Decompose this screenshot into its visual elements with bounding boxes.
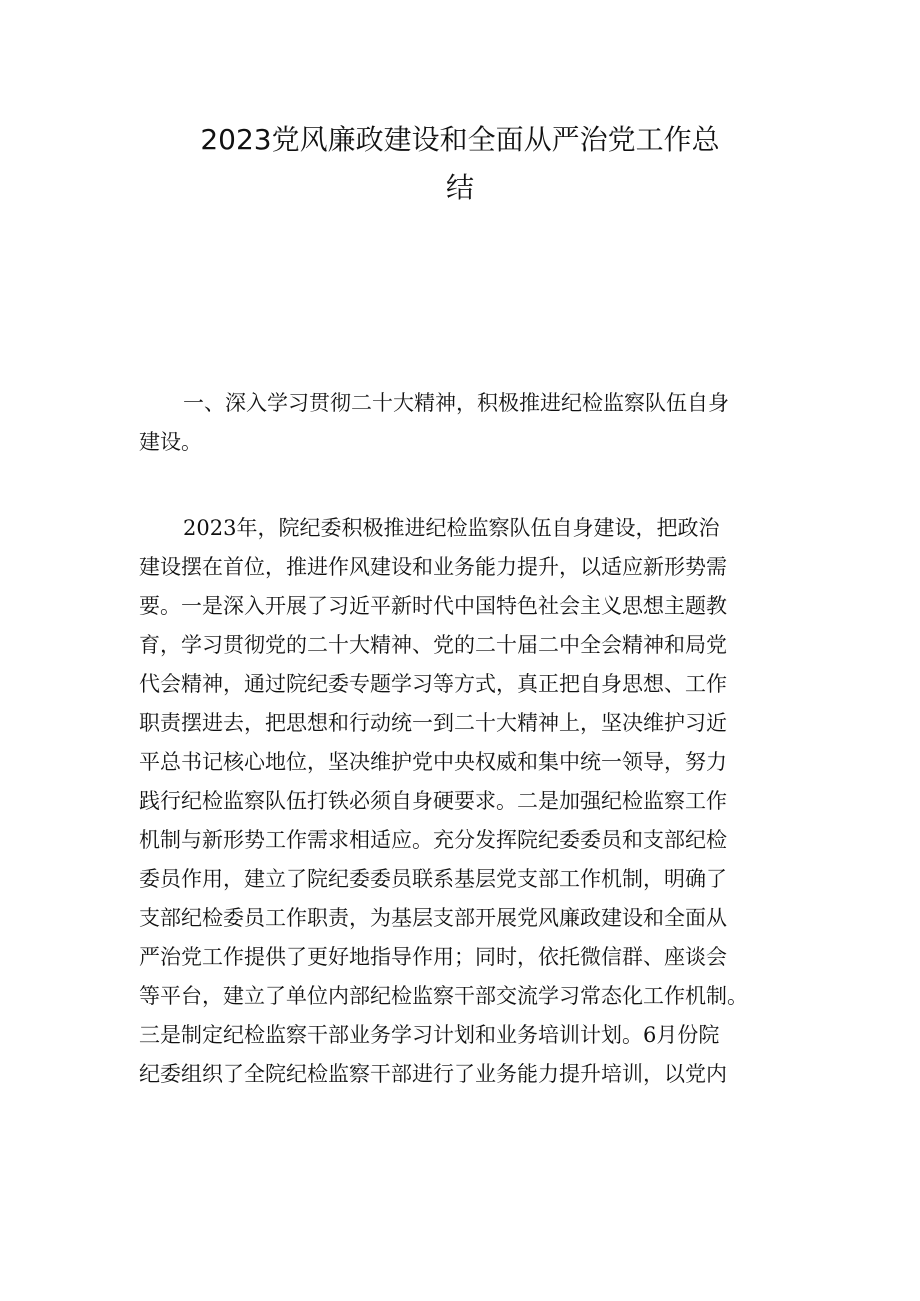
title-line-1: 2023党风廉政建设和全面从严治党工作总 — [200, 123, 720, 156]
paragraph-line: 育，学习贯彻党的二十大精神、党的二十届二中全会精神和局党 — [139, 633, 727, 657]
body-paragraph-1 — [139, 509, 789, 1094]
paragraph-line: 严治党工作提供了更好地指导作用；同时，依托微信群、座谈会 — [139, 945, 727, 969]
paragraph-line: 代会精神，通过院纪委专题学习等方式，真正把自身思想、工作 — [139, 672, 727, 696]
document-title — [150, 116, 770, 212]
paragraph-line: 要。一是深入开展了习近平新时代中国特色社会主义思想主题教 — [139, 594, 727, 618]
paragraph-line: 委员作用，建立了院纪委委员联系基层党支部工作机制，明确了 — [139, 867, 727, 891]
title-line-2: 结 — [445, 171, 474, 204]
paragraph-line: 支部纪检委员工作职责，为基层支部开展党风廉政建设和全面从 — [139, 906, 727, 930]
paragraph-line: 2023年，院纪委积极推进纪检监察队伍自身建设，把政治 — [183, 516, 720, 540]
paragraph-line: 机制与新形势工作需求相适应。充分发挥院纪委委员和支部纪检 — [139, 828, 727, 852]
paragraph-line: 纪委组织了全院纪检监察干部进行了业务能力提升培训，以党内 — [139, 1062, 727, 1086]
heading-line-2: 建设。 — [139, 430, 202, 454]
paragraph-line: 三是制定纪检监察干部业务学习计划和业务培训计划。6月份院 — [139, 1023, 720, 1047]
paragraph-line: 等平台，建立了单位内部纪检监察干部交流学习常态化工作机制。 — [139, 984, 748, 1008]
paragraph-line: 践行纪检监察队伍打铁必须自身硬要求。二是加强纪检监察工作 — [139, 789, 727, 813]
section-heading-1 — [139, 384, 789, 462]
paragraph-line: 平总书记核心地位，坚决维护党中央权威和集中统一领导，努力 — [139, 750, 727, 774]
paragraph-line: 建设摆在首位，推进作风建设和业务能力提升，以适应新形势需 — [139, 555, 727, 579]
heading-line-1: 一、深入学习贯彻二十大精神，积极推进纪检监察队伍自身 — [183, 391, 729, 415]
paragraph-line: 职责摆进去，把思想和行动统一到二十大精神上，坚决维护习近 — [139, 711, 727, 735]
